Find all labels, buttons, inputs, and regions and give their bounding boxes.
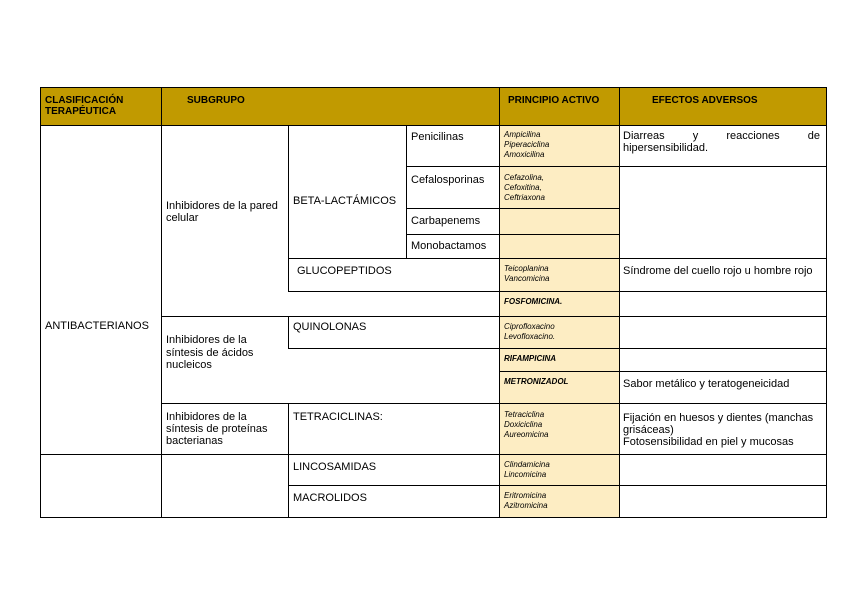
subfamily-cefalosporinas: Cefalosporinas (411, 174, 485, 186)
efecto-word-y: y (692, 130, 699, 142)
row-line-glucopeptidos-top (288, 258, 827, 259)
subgroup-nucleicos-line1: Inhibidores de la (166, 334, 247, 346)
header-clasificacion-line1: CLASIFICACIÓN (45, 95, 124, 106)
efecto-word-reacciones: reacciones (726, 130, 780, 142)
efecto-tetraciclinas-line3: Fotosensibilidad en piel y mucosas (623, 436, 794, 448)
principio-aureomicina: Aureomicina (504, 430, 549, 439)
row-line-penicilinas (406, 166, 827, 167)
row-line-metronidazol-top (499, 371, 827, 372)
subfamily-carbapenems: Carbapenems (411, 215, 481, 227)
efecto-tetraciclinas-line1: Fijación en huesos y dientes (manchas (623, 412, 814, 424)
principio-ceftriaxona: Ceftriaxona (504, 193, 545, 202)
efecto-betalactamicos-line2: hipersensibilidad. (623, 142, 708, 154)
efecto-word-diarreas: Diarreas (623, 130, 665, 142)
family-macrolidos: MACROLIDOS (293, 492, 367, 504)
efecto-betalactamicos (623, 130, 820, 154)
efecto-betalactamicos-line1 (623, 130, 820, 142)
row-line-proteinas-bottom (40, 454, 827, 455)
subfamily-penicilinas: Penicilinas (411, 131, 464, 143)
border-top (40, 87, 827, 88)
col-div-family-c (288, 403, 289, 518)
row-line-macrolidos-top (288, 485, 827, 486)
col-div-family-a (288, 125, 289, 292)
col-div-subfamily (406, 125, 407, 258)
subgroup-proteinas-line1: Inhibidores de la (166, 411, 247, 423)
row-line-fosfomicina-top (288, 291, 827, 292)
principio-ciprofloxacino: Ciprofloxacino (504, 322, 555, 331)
family-glucopeptidos: GLUCOPEPTIDOS (297, 265, 392, 277)
row-line-pared-bottom (161, 316, 827, 317)
principio-doxiciclina: Doxiciclina (504, 420, 543, 429)
row-line-nucleicos-bottom (161, 403, 827, 404)
efecto-glucopeptidos: Síndrome del cuello rojo u hombre rojo (623, 265, 813, 277)
family-betalactamicos: BETA-LACTÁMICOS (293, 195, 397, 207)
col-div-family-b (288, 316, 289, 348)
subgroup-proteinas-line2: síntesis de proteínas (166, 423, 268, 435)
header-principio: PRINCIPIO ACTIVO (508, 95, 600, 106)
header-bottom-line (40, 125, 827, 126)
clasificacion-antibacterianos: ANTIBACTERIANOS (45, 320, 149, 332)
row-line-rifampicina-top (288, 348, 827, 349)
principio-fosfomicina: FOSFOMICINA. (504, 297, 563, 306)
efecto-metronidazol: Sabor metálico y teratogeneicidad (623, 378, 790, 390)
principio-clindamicina: Clindamicina (504, 460, 550, 469)
principio-eritromicina: Eritromicina (504, 491, 547, 500)
family-quinolonas: QUINOLONAS (293, 321, 367, 333)
principio-cefazolina: Cefazolina, (504, 173, 545, 182)
principio-cefoxitina: Cefoxitina, (504, 183, 542, 192)
principio-tetraciclina: Tetraciclina (504, 410, 545, 419)
subgroup-pared-line2: celular (166, 212, 199, 224)
family-lincosamidas: LINCOSAMIDAS (293, 461, 377, 473)
principio-azitromicina: Azitromicina (504, 501, 548, 510)
row-line-cefalosporinas (406, 208, 620, 209)
subgroup-nucleicos-line3: nucleicos (166, 359, 212, 371)
header-efectos: EFECTOS ADVERSOS (652, 95, 758, 106)
principio-metronidazol: METRONIZADOL (504, 377, 569, 386)
subfamily-monobactamos: Monobactamos (411, 240, 487, 252)
principio-levofloxacino: Levofloxacino. (504, 332, 556, 341)
principio-teicoplanina: Teicoplanina (504, 264, 549, 273)
efecto-word-de: de (807, 130, 820, 142)
border-bottom (40, 517, 827, 518)
subgroup-pared-line1: Inhibidores de la pared (166, 200, 278, 212)
principio-piperaciclina: Piperaciclina (504, 140, 550, 149)
principio-vancomicina: Vancomicina (504, 274, 550, 283)
subgroup-nucleicos-line2: síntesis de ácidos (166, 347, 254, 359)
header-subgrupo: SUBGRUPO (187, 95, 245, 106)
family-tetraciclinas: TETRACICLINAS: (293, 411, 383, 423)
principio-rifampicina: RIFAMPICINA (504, 354, 556, 363)
principio-amoxicilina: Amoxicilina (504, 150, 545, 159)
header-clasificacion-line2: TERAPÉUTICA (45, 106, 117, 117)
efecto-tetraciclinas-line2: grisáceas) (623, 424, 674, 436)
principio-lincomicina: Lincomicina (504, 470, 547, 479)
subgroup-proteinas-line3: bacterianas (166, 435, 223, 447)
row-line-carbapenems (406, 234, 620, 235)
principio-ampicilina: Ampicilina (504, 130, 541, 139)
